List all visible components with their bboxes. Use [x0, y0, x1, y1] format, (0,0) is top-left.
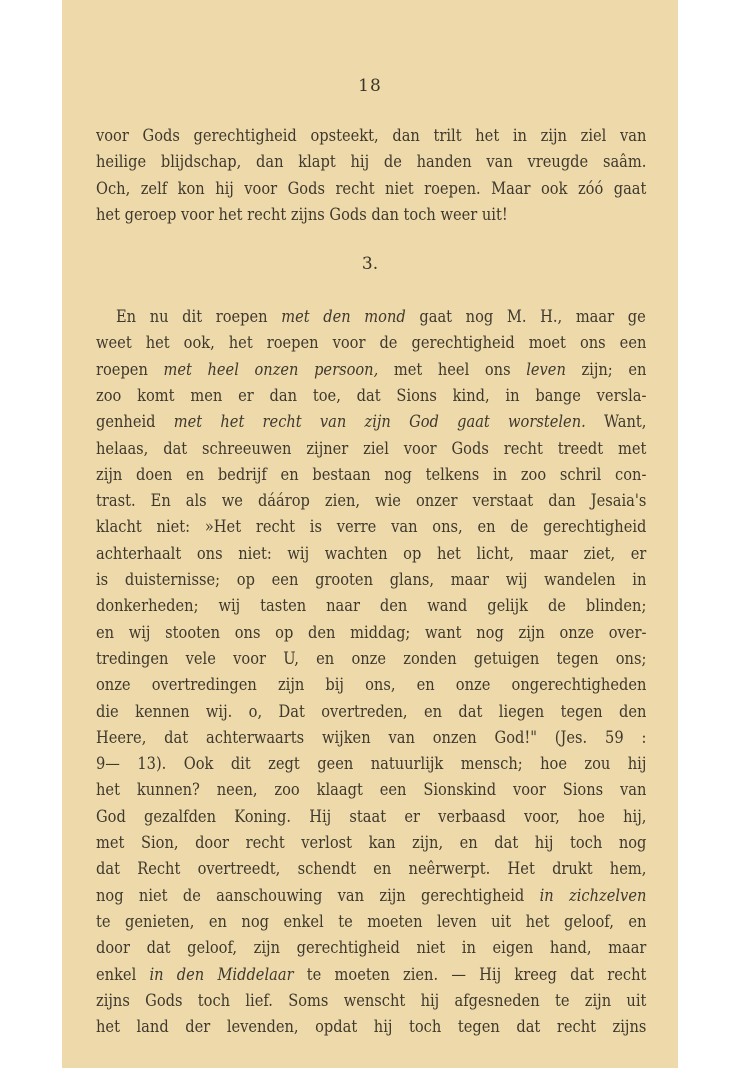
text-line [96, 357, 646, 383]
text-line [96, 909, 646, 935]
text-line [96, 620, 646, 646]
text-line [96, 830, 646, 856]
text-line [96, 699, 646, 725]
text-segment: En nu dit roepen [116, 307, 282, 327]
text-line [96, 436, 646, 462]
text-segment: te moeten zien. — Hij kreeg dat recht [293, 964, 647, 985]
text-segment: dat Recht overtreedt, schendt en neêrwerpt. Het drukt hem, [96, 859, 647, 880]
text-segment: 9— 13). Ook dit zegt geen natuurlijk mensch; hoe zou hij [96, 754, 647, 775]
text-segment: nog niet de aanschouwing van zijn gerechtigheid [96, 885, 540, 906]
text-line [96, 383, 646, 409]
text-segment: Heere, dat achterwaarts wijken van onzen God!" (Jes. 59 : [96, 727, 647, 748]
text-line [96, 935, 646, 961]
text-line [96, 988, 646, 1014]
text-segment: genheid [96, 412, 174, 433]
text-segment: met heel ons [378, 359, 527, 380]
text-line [96, 149, 646, 175]
text-line [96, 777, 646, 803]
text-segment: Want, [585, 412, 647, 433]
italic-phrase: met het recht van zijn God gaat worstelen. [173, 412, 586, 433]
text-line [96, 725, 646, 751]
italic-phrase: in den Middelaar [149, 964, 294, 985]
text-segment: zijn doen en bedrijf en bestaan nog telkens in zoo schril con- [96, 464, 647, 485]
text-line [96, 1014, 646, 1040]
text-segment: trast. En als we dáárop zien, wie onzer verstaat dan Jesaia's [96, 491, 647, 512]
text-line [96, 804, 646, 830]
text-segment: zijn; en [565, 359, 647, 380]
text-line [96, 856, 646, 882]
text-segment: achterhaalt ons niet: wij wachten op het licht, maar ziet, er [96, 543, 647, 564]
text-line [96, 541, 646, 567]
text-line [96, 883, 646, 909]
text-segment: donkerheden; wij tasten naar den wand gelijk de blinden; [96, 596, 647, 617]
text-line [96, 176, 646, 202]
text-line [96, 751, 646, 777]
text-line [96, 123, 646, 149]
text-segment: het kunnen? neen, zoo klaagt een Sionskind voor Sions van [96, 780, 647, 801]
italic-phrase: leven [526, 359, 566, 380]
italic-phrase: met den mond [281, 307, 406, 327]
section-number: 3. [361, 254, 379, 274]
text-segment: met Sion, door recht verlost kan zijn, en dat hij toch nog [96, 833, 647, 853]
page-number: 18 [358, 76, 382, 96]
text-segment: het geroep voor het recht zijns Gods dan toch weer uit! [96, 204, 508, 225]
text-segment: gaat nog M. H., maar ge [405, 307, 646, 327]
text-segment: God gezalfden Koning. Hij staat er verbaasd voor, hoe hij, [96, 806, 647, 827]
text-segment: is duisternisse; op een grooten glans, maar wij wandelen in [96, 570, 647, 590]
text-segment: en wij stooten ons op den middag; want nog zijn onze over- [96, 622, 647, 643]
text-line [96, 593, 646, 619]
text-segment: door dat geloof, zijn gerechtigheid niet in eigen hand, maar [96, 938, 647, 959]
text-line [96, 962, 646, 988]
text-line [96, 567, 646, 593]
text-line [96, 330, 646, 356]
text-segment: Och, zelf kon hij voor Gods recht niet roepen. Maar ook zóó gaat [96, 178, 647, 199]
text-segment: het land der levenden, opdat hij toch tegen dat recht zijns [96, 1017, 647, 1038]
text-segment: weet het ook, het roepen voor de gerechtigheid moet ons een [96, 333, 647, 354]
text-line [96, 488, 646, 514]
text-segment: helaas, dat schreeuwen zijner ziel voor Gods recht treedt met [96, 438, 647, 459]
text-segment: zijns Gods toch lief. Soms wenscht hij afgesneden te zijn uit [96, 990, 647, 1011]
text-segment: zoo komt men er dan toe, dat Sions kind, in bange versla- [96, 385, 647, 406]
text-segment: die kennen wij. o, Dat overtreden, en dat liegen tegen den [96, 701, 647, 722]
book-page [62, 0, 678, 1068]
text-line [96, 672, 646, 698]
text-segment: tredingen vele voor U, en onze zonden getuigen tegen ons; [96, 648, 647, 669]
text-segment: onze overtredingen zijn bij ons, en onze ongerechtigheden [96, 675, 647, 696]
text-segment: voor Gods gerechtigheid opsteekt, dan trilt het in zijn ziel van [96, 126, 647, 146]
text-segment: klacht niet: »Het recht is verre van ons, en de gerechtigheid [96, 517, 647, 538]
text-segment: roepen [96, 359, 164, 380]
text-line [96, 514, 646, 540]
text-line [96, 409, 646, 435]
text-segment: enkel [96, 964, 150, 985]
text-segment: heilige blijdschap, dan klapt hij de handen van vreugde saâm. [96, 152, 647, 173]
text-segment: te genieten, en nog enkel te moeten leven uit het geloof, en [96, 911, 647, 932]
italic-phrase: met heel onzen persoon, [163, 359, 379, 380]
text-line [116, 304, 646, 330]
italic-phrase: in zichzelven [539, 885, 647, 906]
text-line [96, 202, 646, 228]
text-line [96, 462, 646, 488]
text-line [96, 646, 646, 672]
